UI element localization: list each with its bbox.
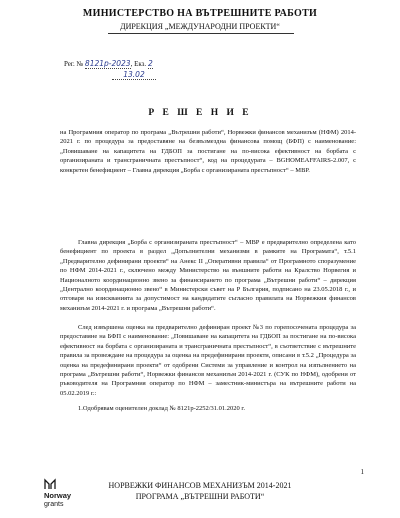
- reg-number: 8121р-2023: [84, 59, 131, 68]
- footer-mechanism: НОРВЕЖКИ ФИНАНСОВ МЕХАНИЗЪМ 2014-2021: [108, 481, 292, 490]
- reg-number-field: [85, 59, 131, 69]
- heading-underline: [108, 33, 294, 34]
- copy-label: Екз.: [134, 60, 147, 68]
- paragraph-intro: на Програмния оператор по програма „Вътрешни работи“, Норвежки финансов механизъм (НФМ) 2014-2021 г. по процедура за предоставяне на безвъзмездна финансова помощ (БФП) с наименование: „Повишаване на капацитета на ГДБОП за постигане на по-висока ефективност на борбата с организираната и трансграничната престъпност“, код на процедурата – BGHOMEAFFAIRS-2.007, с конкретен бенефициент – Главна дирекция „Борба с организираната престъпност“ – МВР.: [60, 129, 356, 174]
- paragraph-approval: 1.Одобрявам оценителен доклад № 8121р-2252/31.01.2020 г.: [78, 405, 245, 412]
- paragraph-beneficiary: Главна дирекция „Борба с организираната престъпност“ – МВР е предварително определена като бенефициент по проекта в раздел „Допълнителни механизми в рамките на Програмата“, т.5.1 „Предварително дефинирани проекти“ на Анекс II „Оперативни правила“ от Програмното споразумение по НФМ 2014-2021 г., сключено между Министерство на външните работи на Кралство Норвегия и Националното координационно звено за финансирането по програма „Вътрешни работи“ – дирекция „Централно координационно звено“ в Министерски съвет на Р България, подписано на 23.05.2018 г., и отговаря на изискванията за допустимост на кандидатите съгласно правилата на Норвежкия финансов механизъм 2014-2021 г. и програма „Вътрешни работи“.: [60, 239, 356, 312]
- page-number: 1: [360, 468, 364, 476]
- paragraph-evaluation: След извършена оценка на предварително дефиниран проект №3 по горепосочената процедура за предоставяне на БФП с наименование: „Повишаване на капацитета на ГДБОП за постигане на по-висока ефективност на борбата с организираната и трансграничната престъпност“, в съответствие с вътрешните правила за провеждане на процедура за оценка на предефинирани проекти, описани в т.5.2 „Процедура за оценка на предефинирани проекти“ от одобрени Системи за управление и контрол на изпълнението на програма „Вътрешни работи“, Норвежки финансов механизъм 2014-2021 г. (СУК по НФМ), одобрени от ръководителя на Програмния оператор по НФМ – заместник-министъра на вътрешните работи на 05.02.2019 г.:: [60, 324, 356, 397]
- logo-text-grants: grants: [44, 501, 64, 508]
- reg-label: Рег. №: [64, 60, 84, 68]
- copy-number-field: [148, 59, 153, 69]
- registration-date: 13.02: [112, 70, 156, 80]
- ministry-heading: МИНИСТЕРСТВО НА ВЪТРЕШНИТЕ РАБОТИ: [82, 8, 318, 19]
- document-title: Р Е Ш Е Н И Е: [148, 108, 252, 118]
- copy-number: 2: [147, 59, 153, 68]
- directorate-heading: ДИРЕКЦИЯ „МЕЖДУНАРОДНИ ПРОЕКТИ“: [120, 22, 280, 31]
- logo-text-norway: Norway: [44, 491, 72, 500]
- registration-line: Рег. № 8121р-2023, Екз. 2: [64, 59, 153, 68]
- footer-programme: ПРОГРАМА „ВЪТРЕШНИ РАБОТИ“: [135, 492, 265, 501]
